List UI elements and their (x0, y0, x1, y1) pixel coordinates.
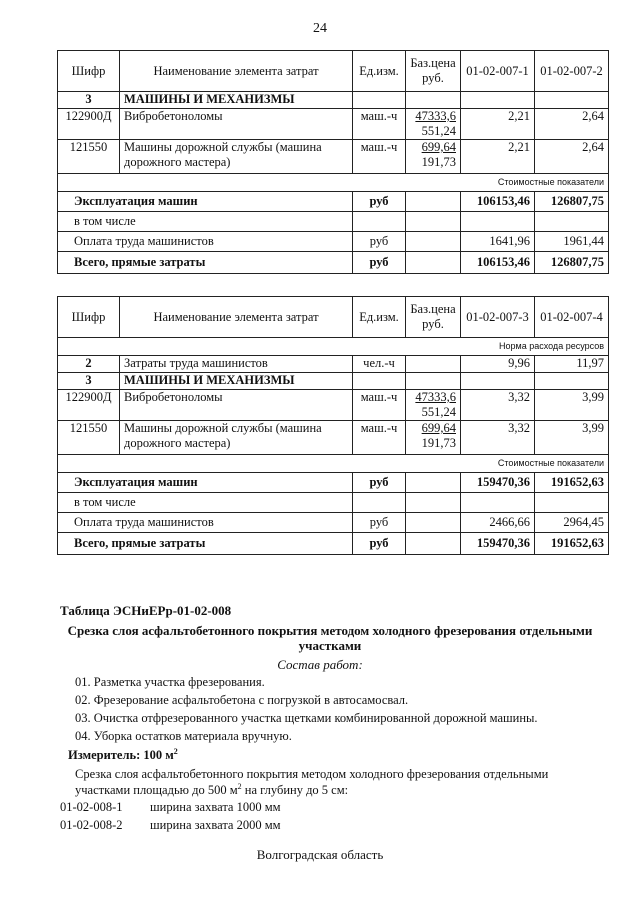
row-value-b: 2,64 (535, 109, 609, 140)
section-heading (40, 623, 620, 653)
row-value-a: 9,96 (461, 356, 535, 373)
total-value-a: 2466,66 (461, 513, 535, 533)
totals-row (58, 473, 609, 493)
header-price-line1: Баз.цена (410, 302, 456, 316)
totals-row (58, 533, 609, 555)
price-top: 699,64 (421, 421, 456, 435)
row-price (406, 140, 461, 174)
row-price (406, 109, 461, 140)
work-item: 04. Уборка остатков материала вручную. (75, 729, 292, 743)
desc-sup: 2 (237, 782, 242, 791)
totals-row (58, 513, 609, 533)
row-value-b: 2,64 (535, 140, 609, 174)
total-value-b: 1961,44 (535, 232, 609, 252)
total-unit: руб (353, 232, 406, 252)
section-num: 3 (58, 92, 120, 109)
total-value-b: 2964,45 (535, 513, 609, 533)
variant-text: ширина захвата 2000 мм (150, 818, 281, 832)
header-name: Наименование элемента затрат (120, 51, 353, 92)
header-col-a: 01-02-007-1 (461, 51, 535, 92)
variant-code: 01-02-008-1 (60, 800, 123, 814)
header-unit: Ед.изм. (353, 51, 406, 92)
totals-row (58, 252, 609, 274)
row-value-b: 3,99 (535, 421, 609, 455)
header-price-line2: руб. (422, 71, 444, 85)
price-top: 699,64 (421, 140, 456, 154)
works-title: Состав работ: (277, 657, 363, 672)
row-unit: маш.-ч (353, 390, 406, 421)
header-unit: Ед.изм. (353, 297, 406, 338)
row-price (406, 390, 461, 421)
price-bottom: 191,73 (421, 436, 456, 450)
total-unit: руб (353, 533, 406, 555)
row-value-a: 2,21 (461, 109, 535, 140)
total-value-b: 191652,63 (535, 473, 609, 493)
row-code: 121550 (58, 140, 120, 174)
header-price-line1: Баз.цена (410, 56, 456, 70)
cost-note-row (58, 455, 609, 473)
section-row (58, 373, 609, 390)
row-code: 121550 (58, 421, 120, 455)
total-unit: руб (353, 252, 406, 274)
table-row (58, 421, 609, 455)
section-heading-line1: Срезка слоя асфальтобетонного покрытия методом холодного фрезерования отдельными (67, 623, 593, 638)
section-row (58, 92, 609, 109)
row-unit: маш.-ч (353, 421, 406, 455)
work-item: 02. Фрезерование асфальтобетона с погрузкой в автосамосвал. (75, 693, 409, 707)
total-value-a: 159470,36 (461, 473, 535, 493)
row-name-line2: дорожного мастера) (124, 155, 231, 169)
total-value-b: 126807,75 (535, 192, 609, 212)
row-name: Вибробетоноломы (120, 109, 353, 140)
row-name-line1: Машины дорожной службы (машина (124, 140, 322, 154)
total-unit: руб (353, 513, 406, 533)
total-value-b: 191652,63 (535, 533, 609, 555)
header-code: Шифр (58, 297, 120, 338)
work-item: 03. Очистка отфрезерованного участка щетками комбинированной дорожной машины. (75, 711, 538, 725)
desc-line2 (75, 782, 348, 798)
cost-note-row (58, 174, 609, 192)
cost-note: Стоимостные показатели (58, 455, 609, 473)
total-value-a: 106153,46 (461, 252, 535, 274)
meter-sup: 2 (173, 747, 178, 756)
total-value-a: 159470,36 (461, 533, 535, 555)
price-top: 47333,6 (415, 109, 456, 123)
row-unit: чел.-ч (353, 356, 406, 373)
price-bottom: 191,73 (421, 155, 456, 169)
table-title: Таблица ЭСНиЕРр-01-02-008 (60, 603, 232, 618)
variant-text: ширина захвата 1000 мм (150, 800, 281, 814)
row-name-line1: Машины дорожной службы (машина (124, 421, 322, 435)
header-col-b: 01-02-007-2 (535, 51, 609, 92)
cost-note: Стоимостные показатели (58, 174, 609, 192)
totals-row (58, 212, 609, 232)
price-bottom: 551,24 (421, 124, 456, 138)
norm-note: Норма расхода ресурсов (58, 338, 609, 356)
resource-table-2 (57, 296, 609, 555)
totals-row (58, 493, 609, 513)
row-name: Затраты труда машинистов (120, 356, 353, 373)
total-label: Оплата труда машинистов (58, 513, 353, 533)
section-title: МАШИНЫ И МЕХАНИЗМЫ (120, 92, 353, 109)
table-row (58, 140, 609, 174)
row-unit: маш.-ч (353, 109, 406, 140)
row-name (120, 140, 353, 174)
row-price (406, 421, 461, 455)
table-header-row (58, 297, 609, 338)
row-code: 2 (58, 356, 120, 373)
totals-row (58, 192, 609, 212)
section-title: МАШИНЫ И МЕХАНИЗМЫ (120, 373, 353, 390)
row-value-a: 3,32 (461, 421, 535, 455)
total-value-a: 1641,96 (461, 232, 535, 252)
section-heading-line2: участками (298, 638, 362, 653)
total-label: в том числе (58, 493, 353, 513)
row-name (120, 421, 353, 455)
total-value-a: 106153,46 (461, 192, 535, 212)
meter-label-text: Измеритель: 100 м (68, 748, 174, 763)
header-price-line2: руб. (422, 317, 444, 331)
header-col-b: 01-02-007-4 (535, 297, 609, 338)
row-value-a: 3,32 (461, 390, 535, 421)
total-value-b: 126807,75 (535, 252, 609, 274)
total-label: Оплата труда машинистов (58, 232, 353, 252)
labor-row (58, 356, 609, 373)
total-label: Всего, прямые затраты (58, 252, 353, 274)
row-unit: маш.-ч (353, 140, 406, 174)
meter-label (68, 747, 178, 763)
norm-note-row (58, 338, 609, 356)
total-unit: руб (353, 473, 406, 493)
total-label: Эксплуатация машин (58, 192, 353, 212)
table-row (58, 109, 609, 140)
total-label: в том числе (58, 212, 353, 232)
header-code: Шифр (58, 51, 120, 92)
variant-code: 01-02-008-2 (60, 818, 123, 832)
desc-line2-a: участками площадью до 500 м (75, 783, 238, 798)
header-name: Наименование элемента затрат (120, 297, 353, 338)
header-price (406, 297, 461, 338)
price-bottom: 551,24 (421, 405, 456, 419)
total-unit: руб (353, 192, 406, 212)
work-item: 01. Разметка участка фрезерования. (75, 675, 265, 689)
row-name-line2: дорожного мастера) (124, 436, 231, 450)
page-footer: Волгоградская область (256, 847, 384, 862)
section-num: 3 (58, 373, 120, 390)
page-number: 24 (313, 21, 327, 36)
desc-line2-b: на глубину до 5 см: (241, 783, 349, 798)
header-col-a: 01-02-007-3 (461, 297, 535, 338)
table-header-row (58, 51, 609, 92)
row-value-b: 11,97 (535, 356, 609, 373)
resource-table-1 (57, 50, 609, 274)
row-value-b: 3,99 (535, 390, 609, 421)
row-code: 122900Д (58, 390, 120, 421)
header-price (406, 51, 461, 92)
price-top: 47333,6 (415, 390, 456, 404)
row-value-a: 2,21 (461, 140, 535, 174)
totals-row (58, 232, 609, 252)
total-label: Эксплуатация машин (58, 473, 353, 493)
table-row (58, 390, 609, 421)
desc-line1: Срезка слоя асфальтобетонного покрытия методом холодного фрезерования отдельными (75, 767, 549, 781)
row-code: 122900Д (58, 109, 120, 140)
row-name: Вибробетоноломы (120, 390, 353, 421)
total-label: Всего, прямые затраты (58, 533, 353, 555)
